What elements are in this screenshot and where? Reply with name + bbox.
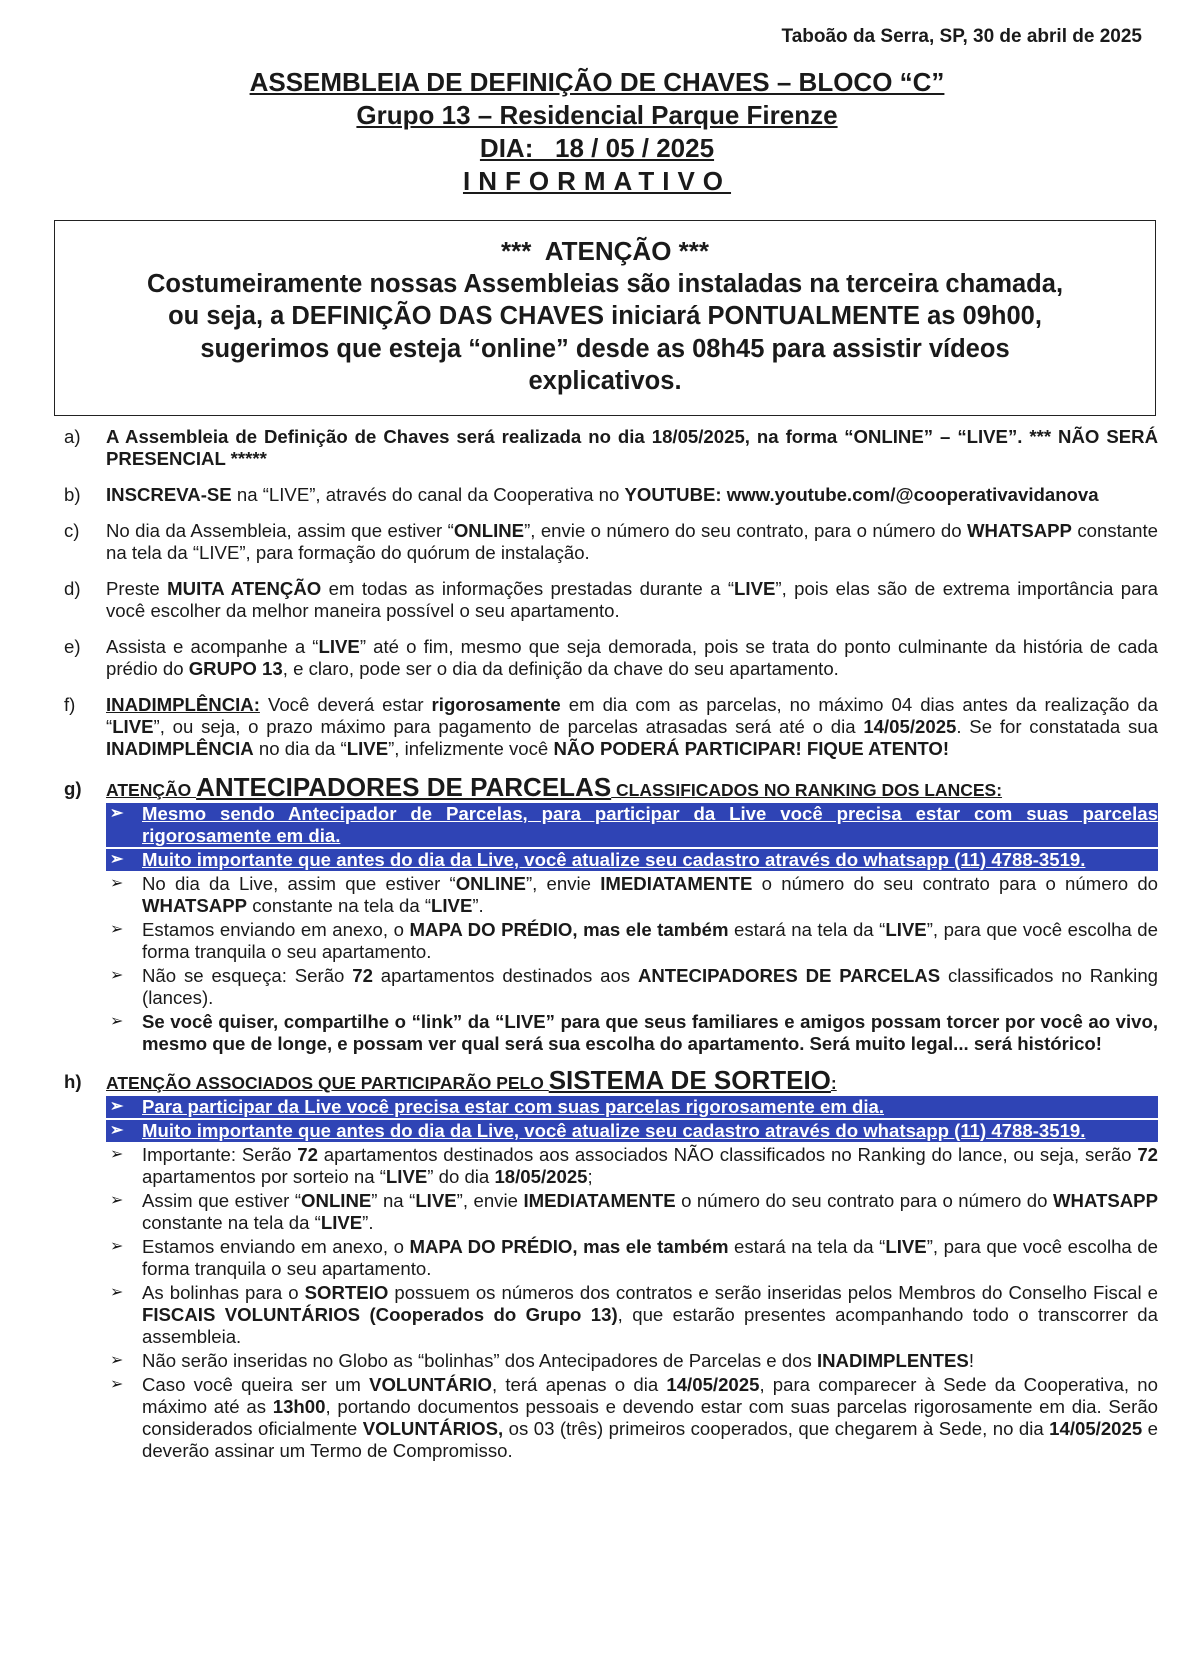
arrow-icon: ➢ — [110, 1192, 124, 1209]
informative-label: INFORMATIVO — [462, 166, 732, 196]
highlight-bullet: ➢ Mesmo sendo Antecipador de Parcelas, para participar da Live você precisa estar com suas parcelas rigorosamente em dia. — [106, 803, 1158, 847]
items-list — [64, 426, 1158, 1476]
item-h — [64, 1067, 1158, 1462]
youtube-link[interactable]: www.youtube.com/@cooperativavidanova — [721, 484, 1099, 505]
attention-line: ou seja, a DEFINIÇÃO DAS CHAVES iniciará PONTUALMENTE as 09h00, — [168, 302, 1042, 330]
arrow-icon: ➢ — [110, 851, 124, 868]
item-text: A Assembleia de Definição de Chaves será realizada no dia 18/05/2025, na forma “ONLINE” – “LIVE”. *** NÃO SERÁ PRESENCIAL ***** — [106, 426, 1158, 469]
highlight-bullet: ➢ Muito importante que antes do dia da Live, você atualize seu cadastro através do whatsapp (11) 4788-3519. — [106, 1120, 1158, 1142]
arrow-icon: ➢ — [110, 1013, 124, 1030]
item-text: INSCREVA-SE na “LIVE”, através do canal da Cooperativa no YOUTUBE: www.youtube.com/@cooperativavidanova — [106, 484, 1099, 505]
bullet-list — [106, 803, 1158, 1055]
item-letter: b) — [64, 484, 81, 505]
arrow-icon: ➢ — [110, 1284, 124, 1301]
bullet: ➢ Estamos enviando em anexo, o MAPA DO PRÉDIO, mas ele também estará na tela da “LIVE”, para que você escolha de forma tranquila o seu apartamento. — [110, 919, 1158, 962]
section-heading: ATENÇÃO ASSOCIADOS QUE PARTICIPARÃO PELO SISTEMA DE SORTEIO: — [106, 1065, 837, 1095]
arrow-icon: ➢ — [110, 1122, 124, 1139]
arrow-icon: ➢ — [110, 1376, 124, 1393]
item-text: No dia da Assembleia, assim que estiver “ONLINE”, envie o número do seu contrato, para o número do WHATSAPP constante na tela da “LIVE”, para formação do quórum de instalação. — [106, 520, 1158, 563]
bullet: ➢ Caso você queira ser um VOLUNTÁRIO, terá apenas o dia 14/05/2025, para comparecer à Sede da Cooperativa, no máximo até as 13h00, portando documentos pessoais e devendo estar com suas parcelas rigorosamente em dia. Serão considerados oficialmente VOLUNTÁRIOS, os 03 (três) primeiros cooperados, que chegarem à Sede, no dia 14/05/2025 e deverão assinar um Termo de Compromisso. — [110, 1374, 1159, 1461]
highlight-bullet: ➢ Muito importante que antes do dia da Live, você atualize seu cadastro através do whatsapp (11) 4788-3519. — [106, 849, 1158, 871]
item-letter: d) — [64, 578, 81, 599]
arrow-icon: ➢ — [110, 1098, 124, 1115]
document-title: ASSEMBLEIA DE DEFINIÇÃO DE CHAVES – BLOCO “C” — [249, 67, 945, 97]
group-subtitle: Grupo 13 – Residencial Parque Firenze — [356, 100, 838, 130]
arrow-icon: ➢ — [110, 1238, 124, 1255]
arrow-icon: ➢ — [110, 875, 124, 892]
bullet-list — [106, 1096, 1158, 1462]
item-letter: c) — [64, 520, 80, 541]
section-heading: ATENÇÃO ANTECIPADORES DE PARCELAS CLASSIFICADOS NO RANKING DOS LANCES: — [106, 772, 1003, 802]
item-b — [64, 484, 1158, 506]
arrow-icon: ➢ — [110, 967, 124, 984]
item-e — [64, 636, 1158, 680]
arrow-icon: ➢ — [110, 921, 124, 938]
attention-line: explicativos. — [528, 367, 682, 395]
bullet: ➢ Não serão inseridas no Globo as “bolinhas” dos Antecipadores de Parcelas e dos INADIMPLENTES! — [110, 1350, 974, 1371]
item-letter: h) — [64, 1071, 82, 1092]
bullet: ➢ As bolinhas para o SORTEIO possuem os números dos contratos e serão inseridas pelos Membros do Conselho Fiscal e FISCAIS VOLUNTÁRIOS (Cooperados do Grupo 13), que estarão presentes acompanhando todo o transcorrer da assembleia. — [110, 1282, 1158, 1347]
arrow-icon: ➢ — [110, 805, 124, 822]
item-c — [64, 520, 1158, 564]
attention-line: sugerimos que esteja “online” desde as 08h45 para assistir vídeos — [200, 334, 1010, 363]
item-text: Preste MUITA ATENÇÃO em todas as informações prestadas durante a “LIVE”, pois elas são de extrema importância para você escolher da melhor maneira possível o seu apartamento. — [106, 578, 1159, 621]
arrow-icon: ➢ — [110, 1146, 124, 1163]
attention-box — [54, 220, 1156, 416]
bullet: ➢ Estamos enviando em anexo, o MAPA DO PRÉDIO, mas ele também estará na tela da “LIVE”, para que você escolha de forma tranquila o seu apartamento. — [110, 1236, 1158, 1279]
bullet: ➢ Se você quiser, compartilhe o “link” da “LIVE” para que seus familiares e amigos possam torcer por você ao vivo, mesmo que de longe, e possam ver qual será sua escolha do apartamento. Será muito legal... será histórico! — [110, 1011, 1158, 1054]
item-letter: a) — [64, 426, 81, 447]
item-letter: f) — [64, 694, 76, 715]
arrow-icon: ➢ — [110, 1352, 124, 1369]
date-line: Taboão da Serra, SP, 30 de abril de 2025 — [781, 26, 1142, 47]
highlight-bullet: ➢ Para participar da Live você precisa estar com suas parcelas rigorosamente em dia. — [106, 1096, 1158, 1118]
title-block — [0, 66, 1194, 198]
bullet: ➢ Não se esqueça: Serão 72 apartamentos destinados aos ANTECIPADORES DE PARCELAS classificados no Ranking (lances). — [110, 965, 1158, 1008]
item-text: INADIMPLÊNCIA: Você deverá estar rigorosamente em dia com as parcelas, no máximo 04 dias antes da realização da “LIVE”, ou seja, o prazo máximo para pagamento de parcelas atrasadas será até o dia 14/05/2025. Se for constatada sua INADIMPLÊNCIA no dia da “LIVE”, infelizmente você NÃO PODERÁ PARTICIPAR! FIQUE ATENTO! — [106, 694, 1158, 759]
item-text: Assista e acompanhe a “LIVE” até o fim, mesmo que seja demorada, pois se trata do ponto culminante da história de cada prédio do GRUPO 13, e claro, pode ser o dia da definição da chave do seu apartamento. — [106, 636, 1159, 679]
bullet: ➢ No dia da Live, assim que estiver “ONLINE”, envie IMEDIATAMENTE o número do seu contrato para o número do WHATSAPP constante na tela da “LIVE”. — [110, 873, 1159, 916]
attention-heading: *** ATENÇÃO *** — [500, 236, 710, 266]
item-letter: e) — [64, 636, 81, 657]
item-d — [64, 578, 1158, 622]
item-a — [64, 426, 1158, 470]
bullet: ➢ Importante: Serão 72 apartamentos destinados aos associados NÃO classificados no Ranking do lance, ou seja, serão 72 apartamentos por sorteio na “LIVE” do dia 18/05/2025; — [110, 1144, 1159, 1187]
bullet: ➢ Assim que estiver “ONLINE” na “LIVE”, envie IMEDIATAMENTE o número do seu contrato para o número do WHATSAPP constante na tela da “LIVE”. — [110, 1190, 1158, 1233]
attention-line: Costumeiramente nossas Assembleias são instaladas na terceira chamada, — [146, 269, 1064, 298]
assembly-date: DIA: 18 / 05 / 2025 — [479, 133, 715, 163]
item-g — [64, 774, 1158, 1055]
item-letter: g) — [64, 778, 82, 799]
item-f — [64, 694, 1158, 760]
